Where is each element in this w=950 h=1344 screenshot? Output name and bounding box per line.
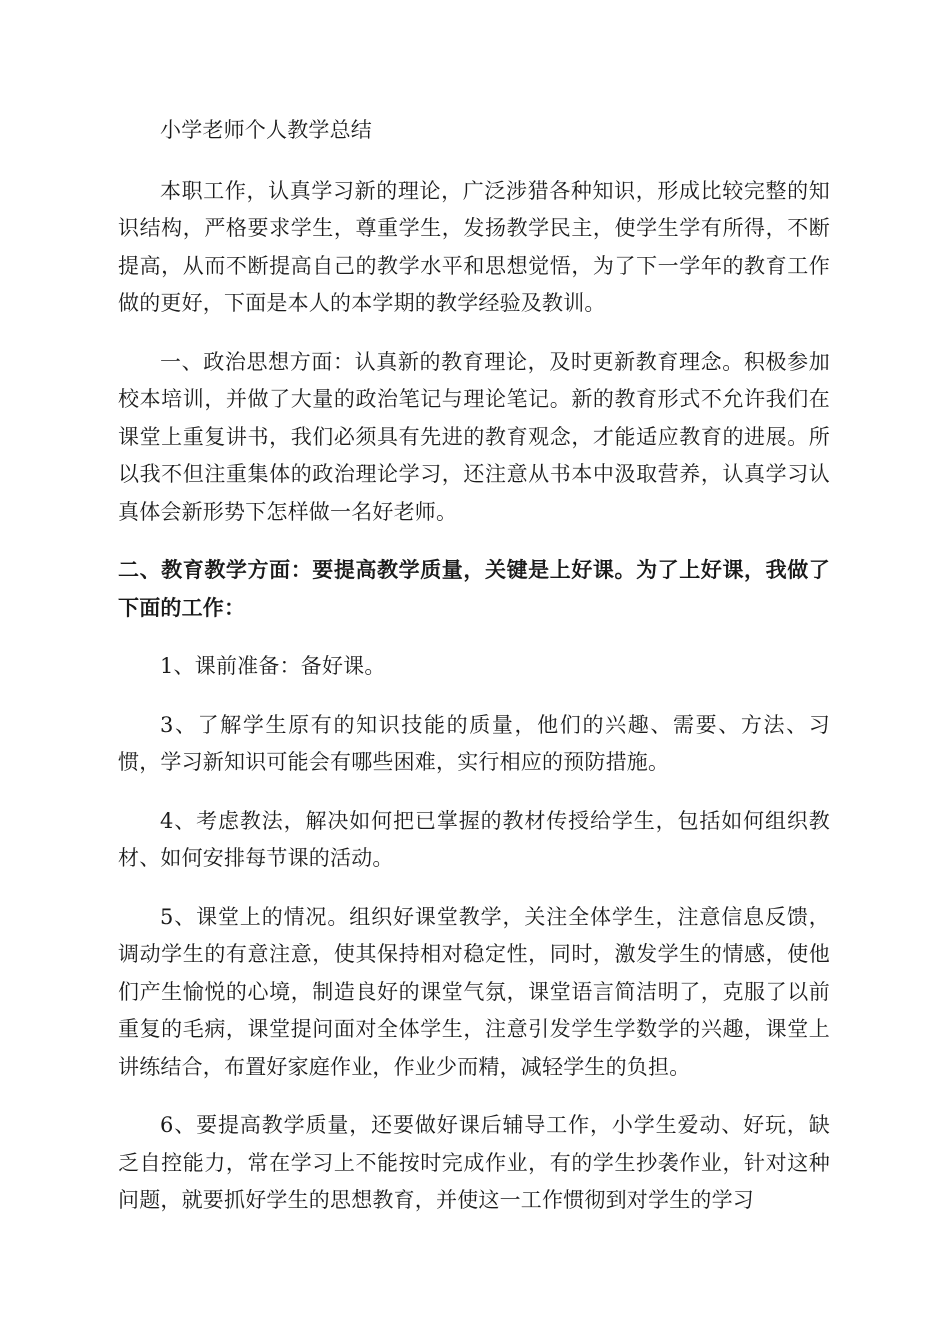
section-heading-teaching: 二、教育教学方面：要提高教学质量，关键是上好课。为了上好课，我做了下面的工作： [118,558,830,620]
document-title: 小学老师个人教学总结 [160,118,372,142]
document-body [118,112,830,1220]
paragraph-item-5: 5、课堂上的情况。组织好课堂教学，关注全体学生，注意信息反馈，调动学生的有意注意，使其保持相对稳定性，同时，激发学生的情感，使他们产生愉悦的心境，制造良好的课堂气氛，课堂语言简洁明了，克服了以前重复的毛病，课堂提问面对全体学生，注意引发学生学数学的兴趣，课堂上讲练结合，布置好家庭作业，作业少而精，减轻学生的负担。 [118,904,830,1079]
paragraph-item-4: 4、考虑教法，解决如何把已掌握的教材传授给学生，包括如何组织教材、如何安排每节课的活动。 [118,808,830,870]
paragraph-item-6: 6、要提高教学质量，还要做好课后辅导工作，小学生爱动、好玩，缺乏自控能力，常在学习上不能按时完成作业，有的学生抄袭作业，针对这种问题，就要抓好学生的思想教育，并使这一工作惯彻到对学生的学习 [118,1113,830,1212]
paragraph-item-3: 3、了解学生原有的知识技能的质量，他们的兴趣、需要、方法、习惯，学习新知识可能会有哪些困难，实行相应的预防措施。 [118,712,830,774]
paragraph-political-thought: 一、政治思想方面：认真新的教育理论，及时更新教育理念。积极参加校本培训，并做了大量的政治笔记与理论笔记。新的教育形式不允许我们在课堂上重复讲书，我们必须具有先进的教育观念，才能适应教育的进展。所以我不但注重集体的政治理论学习，还注意从书本中汲取营养，认真学习认真体会新形势下怎样做一名好老师。 [118,349,830,524]
paragraph-intro: 本职工作，认真学习新的理论，广泛涉猎各种知识，形成比较完整的知识结构，严格要求学生，尊重学生，发扬教学民主，使学生学有所得，不断提高，从而不断提高自己的教学水平和思想觉悟，为了下一学年的教育工作做的更好，下面是本人的本学期的教学经验及教训。 [118,178,830,315]
paragraph-item-1: 1、课前准备：备好课。 [160,654,386,678]
